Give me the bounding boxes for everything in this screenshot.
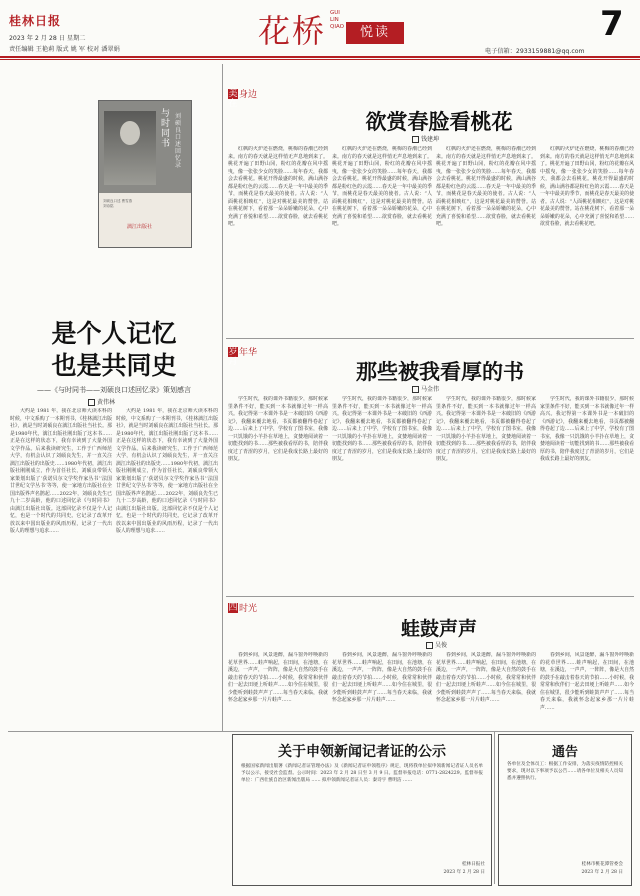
column-tag-text: 身边 xyxy=(239,90,258,100)
column-tag-text: 时光 xyxy=(239,604,258,614)
author-marker-icon xyxy=(412,136,419,143)
left-author-name: 黄伟林 xyxy=(97,399,116,406)
column-tag-box: 美在 xyxy=(228,88,238,109)
article3-title: 蛙鼓声声 xyxy=(400,618,477,640)
announcement-sign: 桂林市桃花潭管委会 xyxy=(581,862,623,867)
left-author xyxy=(88,397,115,406)
section-logo: 花桥 xyxy=(258,12,327,50)
newspaper-logo: 桂林日报 xyxy=(9,14,62,28)
book-blurb: 刘硕良口述 曹雪燕 刘诗铭 xyxy=(103,199,133,208)
book-subtitle: 刘硕良口述回忆录 xyxy=(175,113,182,169)
page-number: 7 xyxy=(600,4,624,44)
header-rule-thin xyxy=(0,59,640,60)
announcement-date: 2023 年 2 月 28 日 xyxy=(581,870,623,875)
article3-body-col4: 春到乡间，风景迷醉，漏斗窗外呼唤新的花草世界……蛙声响起，在田间，在池塘，在溪边，一声声，一阵阵，像是大自然的鼓手在敲击着春天的节拍……小时候，我常常和伙伴们一起去田埂上听蛙声……如今住在城里，很少能听到蛙鼓声声了……每当春天来临，我就怀念起家乡那一片片蛙声…… xyxy=(540,652,634,711)
column-divider xyxy=(222,64,223,732)
book-cover-bottom xyxy=(99,193,191,247)
left-article-body-col1: 大约是 1981 年，我在北京师大读本科的时候，中文系购了一本期刊书，《桂林漓江出版社》，就是当时刘硕良在漓江出版社当社长。那是1980年代，漓江出版社刚出版了这本书……正是在这样的状态下，我有幸读到了大量外国文学作品。后来我读研究生，工作于广西师范大学，有机会认识了刘硕良先生，并一直关注漓江出版社的出版史……1980年代初，漓江出版社刚刚成立，作为首任社长，刘硕良带领大家策划出版了‘获诺贝尔文学奖作家丛书’‘法国廿世纪文学丛书’等等，使一家地方出版社在全国出版界声名鹊起……2022年，刘硕良先生已九十二岁高龄，他的口述回忆录《与时同书》由漓江出版社出版。这部回忆录不仅是个人记忆，也是一个时代的共同史。它记录了改革开放以来中国出版业的风雨历程，记录了一代出版人的理想与追求…… xyxy=(10,408,112,534)
article2-title: 那些被我看厚的书 xyxy=(356,359,524,384)
article1-body-col4: 红枫的火炉还在燃烧，桃梅的春潮已经到来。南方的春天就是这样悄无声息地到来了。桃花开遍了田野山冈，粉红的花瓣在风中摇曳，像一张张少女的笑脸……每年春天，我都会去看桃花。桃花开得最盛的时候，满山满谷都是粉红色的云霞……春天是一年中最美的季节，而桃花是春天最美的使者。古人说：“人面桃花相映红”，这是对桃花最美的赞誉。站在桃花树下，看着那一朵朵娇嫩的花朵，心中充满了喜悦和希望……欲赏春脸，就去看桃花吧。 xyxy=(540,146,634,227)
column-divider xyxy=(494,732,495,884)
article1-body-col2: 红枫的火炉还在燃烧，桃梅的春潮已经到来。南方的春天就是这样悄无声息地到来了。桃花开遍了田野山冈，粉红的花瓣在风中摇曳，像一张张少女的笑脸……每年春天，我都会去看桃花。桃花开得最盛的时候，满山满谷都是粉红色的云霞……春天是一年中最美的季节，而桃花是春天最美的使者。古人说：“人面桃花相映红”，这是对桃花最美的赞誉。站在桃花树下，看着那一朵朵娇嫩的花朵，心中充满了喜悦和希望……欲赏春脸，就去看桃花吧。 xyxy=(332,146,432,227)
column-tag-1 xyxy=(228,86,258,109)
left-subheadline: ——《与时同书——刘硕良口述回忆录》策划感言 xyxy=(37,386,191,394)
article-divider xyxy=(8,731,634,732)
article1-author-name: 钱建坤 xyxy=(421,136,440,143)
article2-body-col3: 学生时代，我的课外书籍很少，那时候家里条件不好，能买到一本书就像过年一样高兴。我记得第一本课外书是一本破旧的《西游记》，我翻来覆去地看，书页都被翻得卷起了边……后来上了中学，学校有了图书室，我像一只饥饿的小羊扑在草地上，贪婪地阅读着一切能找到的书……那些被我看厚的书，陪伴我度过了青涩的岁月，它们是我成长路上最好的朋友。 xyxy=(436,396,536,462)
left-headline-line2: 也是共同史 xyxy=(51,351,177,380)
article2-body-col2: 学生时代，我的课外书籍很少，那时候家里条件不好，能买到一本书就像过年一样高兴。我记得第一本课外书是一本破旧的《西游记》，我翻来覆去地看，书页都被翻得卷起了边……后来上了中学，学校有了图书室，我像一只饥饿的小羊扑在草地上，贪婪地阅读着一切能找到的书……那些被我看厚的书，陪伴我度过了青涩的岁月，它们是我成长路上最好的朋友。 xyxy=(332,396,432,462)
header-rule xyxy=(0,56,640,58)
book-publisher: 漓江出版社 xyxy=(127,224,153,230)
article1-author xyxy=(412,134,439,143)
article3-body-col3: 春到乡间，风景迷醉，漏斗窗外呼唤新的花草世界……蛙声响起，在田间，在池塘，在溪边，一声声，一阵阵，像是大自然的鼓手在敲击着春天的节拍……小时候，我常常和伙伴们一起去田埂上听蛙声……如今住在城里，很少能听到蛙鼓声声了……每当春天来临，我就怀念起家乡那一片片蛙声…… xyxy=(436,652,536,703)
announcement-title: 通告 xyxy=(551,745,578,760)
article1-body-col1: 红枫的火炉还在燃烧，桃梅的春潮已经到来。南方的春天就是这样悄无声息地到来了。桃花开遍了田野山冈，粉红的花瓣在风中摇曳，像一张张少女的笑脸……每年春天，我都会去看桃花。桃花开得最盛的时候，满山满谷都是粉红色的云霞……春天是一年中最美的季节，而桃花是春天最美的使者。古人说：“人面桃花相映红”，这是对桃花最美的赞誉。站在桃花树下，看着那一朵朵娇嫩的花朵，心中充满了喜悦和希望……欲赏春脸，就去看桃花吧。 xyxy=(228,146,328,227)
article3-body-col2: 春到乡间，风景迷醉，漏斗窗外呼唤新的花草世界……蛙声响起，在田间，在池塘，在溪边，一声声，一阵阵，像是大自然的鼓手在敲击着春天的节拍……小时候，我常常和伙伴们一起去田埂上听蛙声……如今住在城里，很少能听到蛙鼓声声了……每当春天来临，我就怀念起家乡那一片片蛙声…… xyxy=(332,652,432,703)
column-tag-2 xyxy=(228,344,258,367)
article2-body-col4: 学生时代，我的课外书籍很少，那时候家里条件不好，能买到一本书就像过年一样高兴。我记得第一本课外书是一本破旧的《西游记》，我翻来覆去地看，书页都被翻得卷起了边……后来上了中学，学校有了图书室，我像一只饥饿的小羊扑在草地上，贪婪地阅读着一切能找到的书……那些被我看厚的书，陪伴我度过了青涩的岁月，它们是我成长路上最好的朋友。 xyxy=(540,396,634,462)
notice-body: 根据国家新闻出版署《新闻记者证管理办法》及《新闻记者证申领程序》规定，现将我单位拟申领新闻记者证人员名单予以公示，接受社会监督。公示时间：2023 年 2 月 28 日至 3 月 9 日。监督举报电话：0771-2824229。监督举报单位：广西壮族自治区新闻出版局 …… 拟申领新闻记者证人员：秦诗宇 曹明洁 …… xyxy=(241,764,483,783)
article-divider xyxy=(226,596,634,597)
article3-author xyxy=(426,640,447,649)
article3-body-col1: 春到乡间，风景迷醉，漏斗窗外呼唤新的花草世界……蛙声响起，在田间，在池塘，在溪边，一声声，一阵阵，像是大自然的鼓手在敲击着春天的节拍……小时候，我常常和伙伴们一起去田埂上听蛙声……如今住在城里，很少能听到蛙鼓声声了……每当春天来临，我就怀念起家乡那一片片蛙声…… xyxy=(228,652,328,703)
article3-author-name: 吴俊 xyxy=(435,642,448,649)
announcement-body: 各单位及全体员工：根据工作安排，为落实疫情防控相关要求，现对以下事项予以公告……请各单位及相关人员知悉并遵照执行。 xyxy=(507,762,623,781)
article-divider xyxy=(226,338,634,339)
book-cover-image xyxy=(98,100,192,248)
notice-date: 2023 年 2 月 28 日 xyxy=(443,870,485,875)
notice-box xyxy=(232,734,492,886)
notice-title: 关于申领新闻记者证的公示 xyxy=(278,744,446,760)
section-en: GUI LIN QIAO xyxy=(330,10,344,30)
column-tag-box: 岁月 xyxy=(228,346,238,367)
announcement-box xyxy=(498,734,632,886)
section-tag: 悦读 xyxy=(346,22,404,44)
author-marker-icon xyxy=(88,399,95,406)
book-title: 与时同书 xyxy=(161,109,171,149)
column-tag-3 xyxy=(228,600,257,615)
article1-body-col3: 红枫的火炉还在燃烧，桃梅的春潮已经到来。南方的春天就是这样悄无声息地到来了。桃花开遍了田野山冈，粉红的花瓣在风中摇曳，像一张张少女的笑脸……每年春天，我都会去看桃花。桃花开得最盛的时候，满山满谷都是粉红色的云霞……春天是一年中最美的季节，而桃花是春天最美的使者。古人说：“人面桃花相映红”，这是对桃花最美的赞誉。站在桃花树下，看着那一朵朵娇嫩的花朵，心中充满了喜悦和希望……欲赏春脸，就去看桃花吧。 xyxy=(436,146,536,227)
article2-body-col1: 学生时代，我的课外书籍很少，那时候家里条件不好，能买到一本书就像过年一样高兴。我记得第一本课外书是一本破旧的《西游记》，我翻来覆去地看，书页都被翻得卷起了边……后来上了中学，学校有了图书室，我像一只饥饿的小羊扑在草地上，贪婪地阅读着一切能找到的书……那些被我看厚的书，陪伴我度过了青涩的岁月，它们是我成长路上最好的朋友。 xyxy=(228,396,328,462)
left-article-body-col2: 大约是 1981 年，我在北京师大读本科的时候，中文系购了一本期刊书，《桂林漓江出版社》，就是当时刘硕良在漓江出版社当社长。那是1980年代，漓江出版社刚出版了这本书……正是在这样的状态下，我有幸读到了大量外国文学作品。后来我读研究生，工作于广西师范大学，有机会认识了刘硕良先生，并一直关注漓江出版社的出版史……1980年代初，漓江出版社刚刚成立，作为首任社长，刘硕良带领大家策划出版了‘获诺贝尔文学奖作家丛书’‘法国廿世纪文学丛书’等等，使一家地方出版社在全国出版界声名鹊起……2022年，刘硕良先生已九十二岁高龄，他的口述回忆录《与时同书》由漓江出版社出版。这部回忆录不仅是个人记忆，也是一个时代的共同史。它记录了改革开放以来中国出版业的风雨历程，记录了一代出版人的理想与追求…… xyxy=(116,408,218,534)
author-marker-icon xyxy=(412,386,419,393)
column-tag-box: 四 xyxy=(228,602,238,613)
article1-title: 欲赏春脸看桃花 xyxy=(365,109,513,134)
article2-author-name: 马金伟 xyxy=(421,386,440,393)
left-headline-line1: 是个人记忆 xyxy=(51,319,177,348)
author-photo xyxy=(104,111,156,185)
column-tag-text: 年华 xyxy=(239,348,258,358)
editors-line: 责任编辑 王艳莉 版式 姚 军 校对 潘翠娟 xyxy=(9,46,120,53)
email-line: 电子信箱：2933159881@qq.com xyxy=(485,48,585,55)
date-line: 2023 年 2 月 28 日 星期二 xyxy=(9,35,86,42)
article2-author xyxy=(412,384,439,393)
notice-sign: 桂林日报社 xyxy=(462,862,485,867)
author-marker-icon xyxy=(426,642,433,649)
